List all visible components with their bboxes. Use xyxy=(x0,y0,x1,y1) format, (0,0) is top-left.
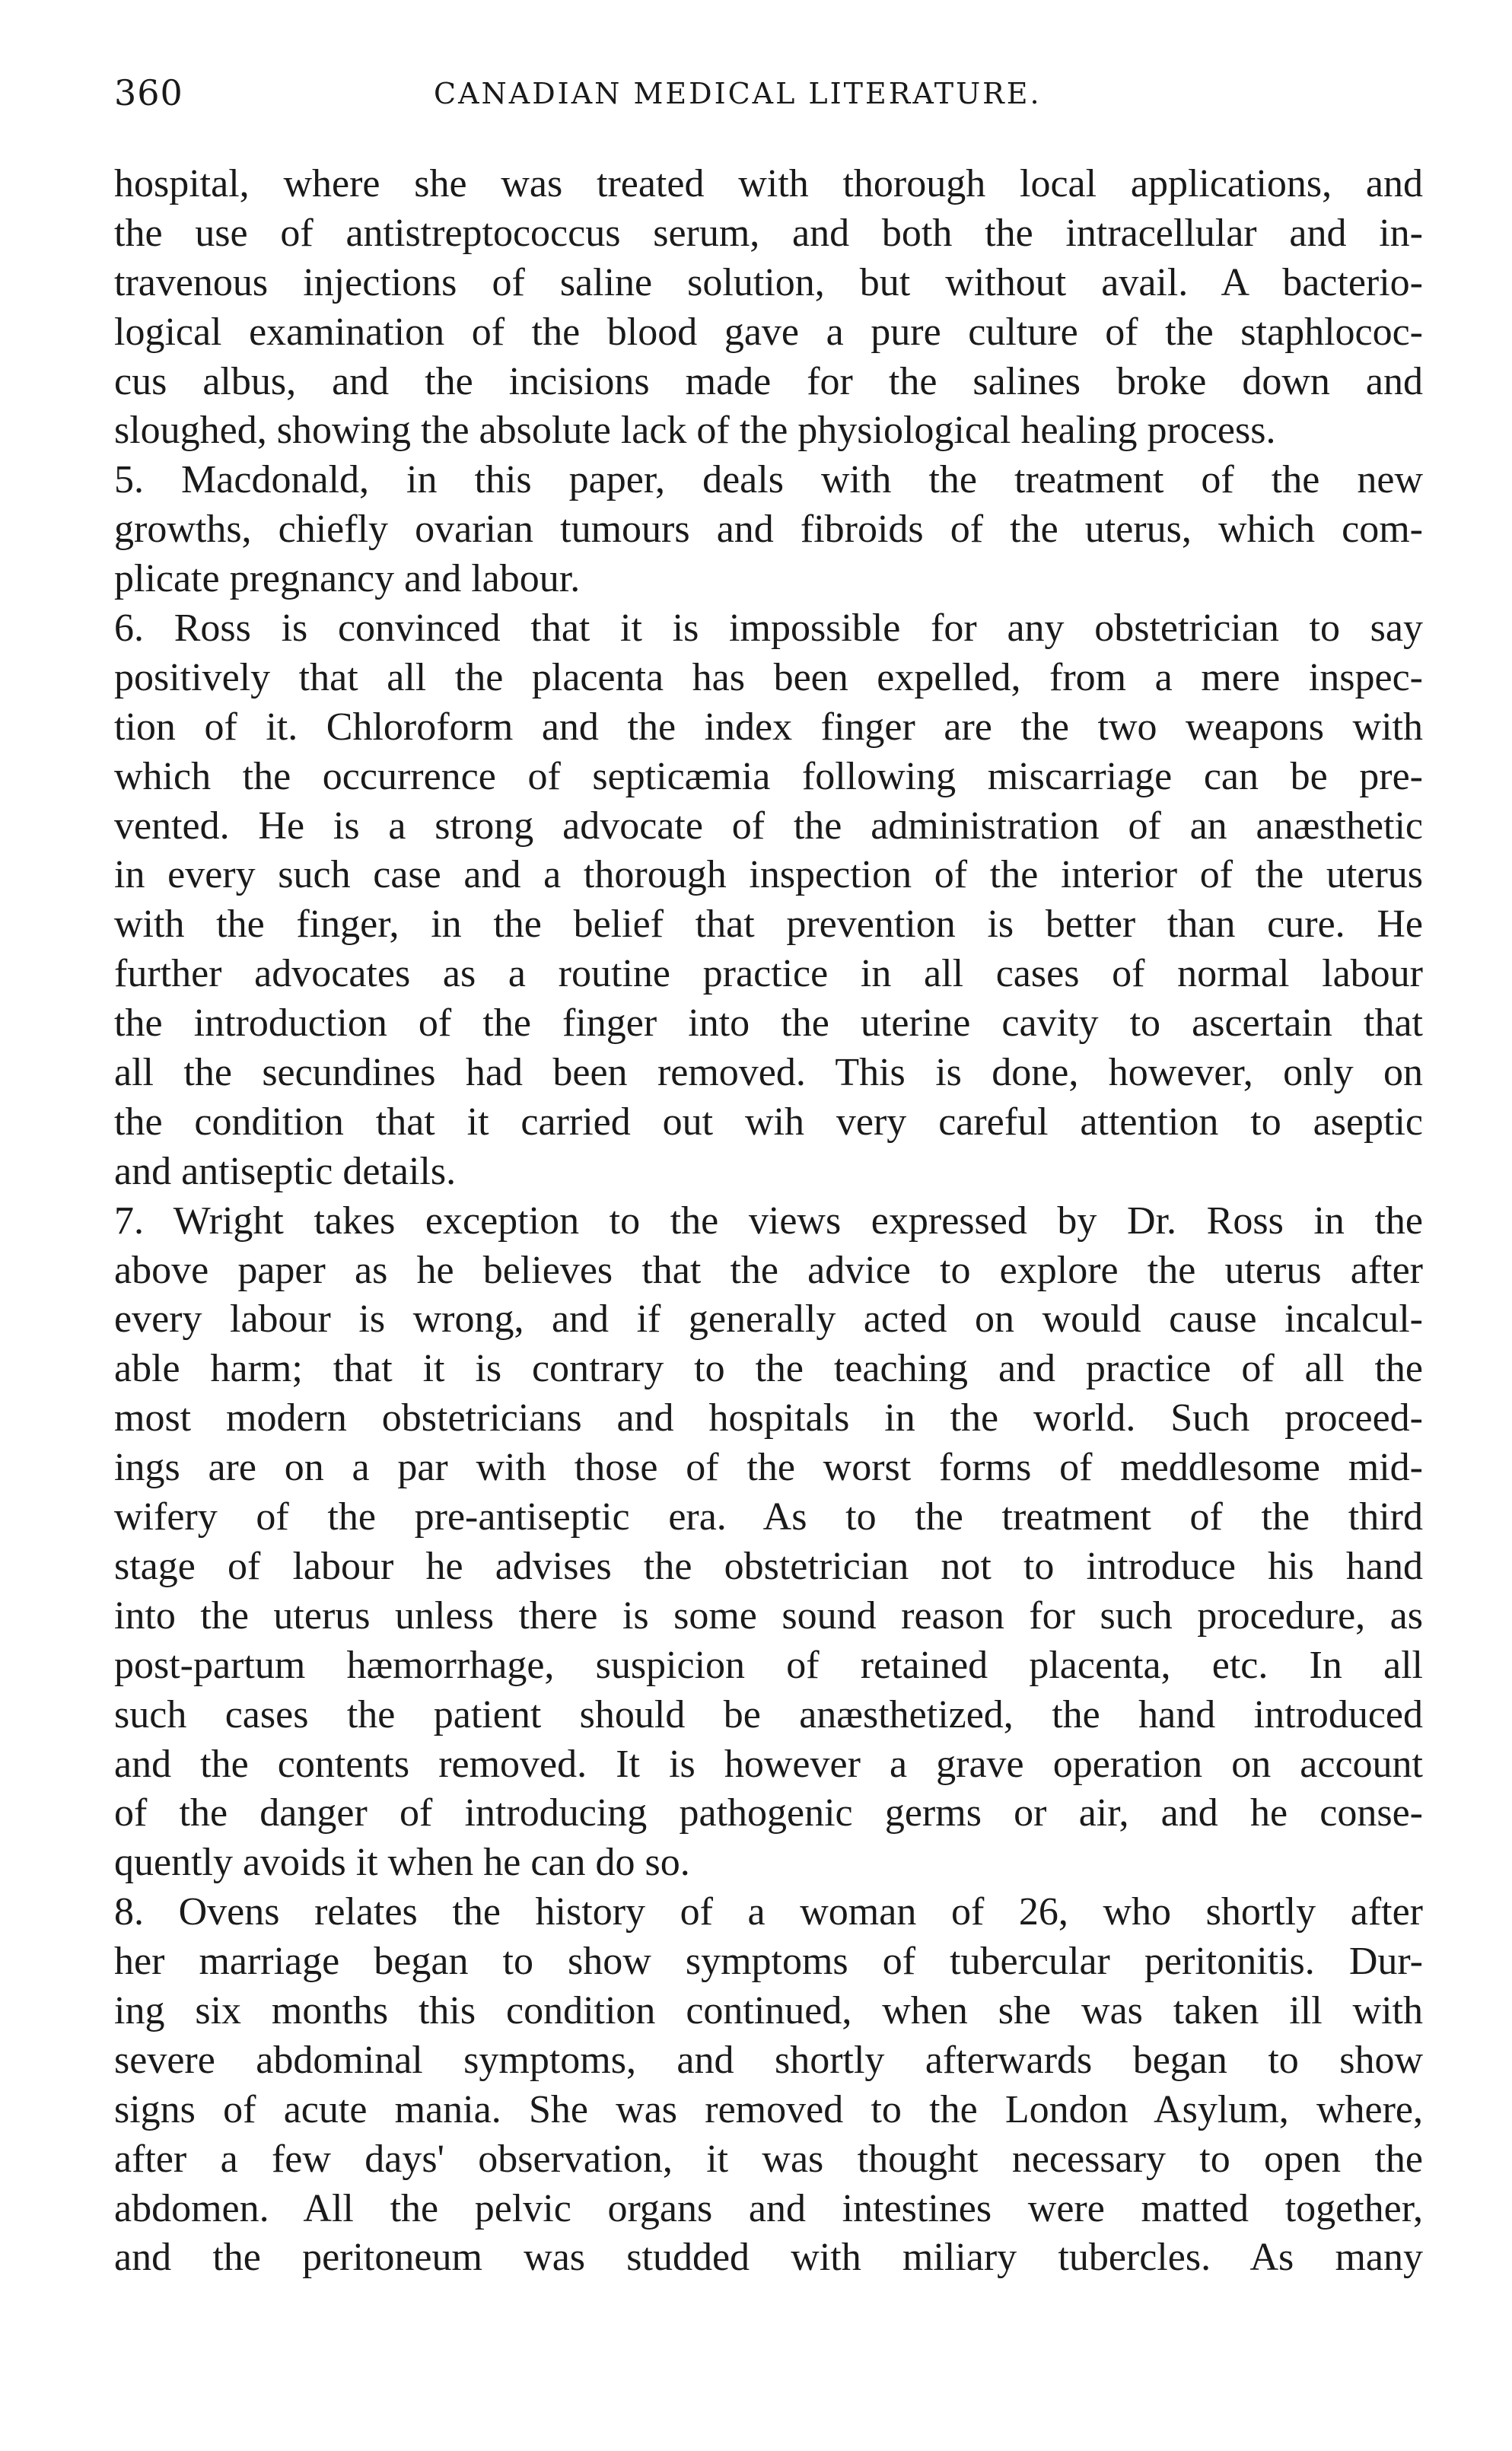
text-line: quently avoids it when he can do so. xyxy=(114,1841,690,1885)
text-line: above paper as he believes that the advice to explore the uterus after xyxy=(114,1248,1423,1292)
text-line: further advocates as a routine practice in all cases of normal labour xyxy=(114,952,1423,996)
text-line: the condition that it carried out wih very careful attention to aseptic xyxy=(114,1100,1423,1144)
text-line: 5. Macdonald, in this paper, deals with the treatment of the new xyxy=(114,458,1423,502)
body-text xyxy=(114,160,1423,2283)
text-line: ing six months this condition continued, when she was taken ill with xyxy=(114,1988,1423,2032)
text-line: all the secundines had been removed. This is done, however, only on xyxy=(114,1051,1423,1095)
journal-title: CANADIAN MEDICAL LITERATURE. xyxy=(434,77,1042,110)
text-line: abdomen. All the pelvic organs and intestines were matted together, xyxy=(114,2186,1423,2230)
text-line: stage of labour he advises the obstetrician not to introduce his hand xyxy=(114,1544,1423,1588)
text-line: after a few days' observation, it was thought necessary to open the xyxy=(114,2137,1423,2181)
text-line: cus albus, and the incisions made for the salines broke down and xyxy=(114,359,1423,403)
text-line: positively that all the placenta has been expelled, from a mere inspec- xyxy=(114,655,1423,699)
text-line: wifery of the pre-antiseptic era. As to the treatment of the third xyxy=(114,1495,1423,1539)
running-head xyxy=(114,72,1408,126)
text-line: which the occurrence of septicæmia following miscarriage can be pre- xyxy=(114,754,1423,798)
text-line: travenous injections of saline solution, but without avail. A bacterio- xyxy=(114,260,1423,304)
text-line: in every such case and a thorough inspection of the interior of the uterus xyxy=(114,853,1423,897)
text-line: the use of antistreptococcus serum, and both the intracellular and in- xyxy=(114,211,1423,255)
text-line: plicate pregnancy and labour. xyxy=(114,557,581,601)
text-line: severe abdominal symptoms, and shortly afterwards began to show xyxy=(114,2038,1423,2082)
text-line: growths, chiefly ovarian tumours and fibroids of the uterus, which com- xyxy=(114,508,1423,552)
text-line: and the contents removed. It is however a grave operation on account xyxy=(114,1742,1423,1786)
text-line: signs of acute mania. She was removed to the London Asylum, where, xyxy=(114,2087,1423,2131)
text-line: most modern obstetricians and hospitals in the world. Such proceed- xyxy=(114,1396,1423,1440)
text-line: her marriage began to show symptoms of tubercular peritonitis. Dur- xyxy=(114,1940,1423,1984)
text-line: and the peritoneum was studded with miliary tubercles. As many xyxy=(114,2236,1423,2280)
text-line: hospital, where she was treated with thorough local applications, and xyxy=(114,162,1423,205)
text-line: with the finger, in the belief that prevention is better than cure. He xyxy=(114,902,1423,947)
text-line: logical examination of the blood gave a pure culture of the staphlococ- xyxy=(114,310,1423,354)
text-line: 6. Ross is convinced that it is impossible for any obstetrician to say xyxy=(114,606,1423,651)
text-line: 8. Ovens relates the history of a woman of 26, who shortly after xyxy=(114,1890,1423,1934)
text-line: vented. He is a strong advocate of the administration of an anæsthetic xyxy=(114,804,1423,848)
page-number: 360 xyxy=(114,72,183,113)
text-line: ings are on a par with those of the worst forms of meddlesome mid- xyxy=(114,1446,1423,1490)
text-line: every labour is wrong, and if generally acted on would cause incalcul- xyxy=(114,1297,1423,1342)
text-line: sloughed, showing the absolute lack of the physiological healing process. xyxy=(114,409,1276,453)
text-line: the introduction of the finger into the uterine cavity to ascertain that xyxy=(114,1001,1423,1046)
text-line: and antiseptic details. xyxy=(114,1149,457,1193)
text-line: able harm; that it is contrary to the teaching and practice of all the xyxy=(114,1347,1423,1391)
text-line: such cases the patient should be anæsthetized, the hand introduced xyxy=(114,1692,1423,1736)
text-line: of the danger of introducing pathogenic germs or air, and he conse- xyxy=(114,1791,1423,1835)
text-line: tion of it. Chloroform and the index finger are the two weapons with xyxy=(114,705,1423,749)
text-line: post-partum hæmorrhage, suspicion of retained placenta, etc. In all xyxy=(114,1643,1423,1687)
text-line: into the uterus unless there is some sound reason for such procedure, as xyxy=(114,1593,1423,1638)
text-line: 7. Wright takes exception to the views expressed by Dr. Ross in the xyxy=(114,1198,1423,1243)
